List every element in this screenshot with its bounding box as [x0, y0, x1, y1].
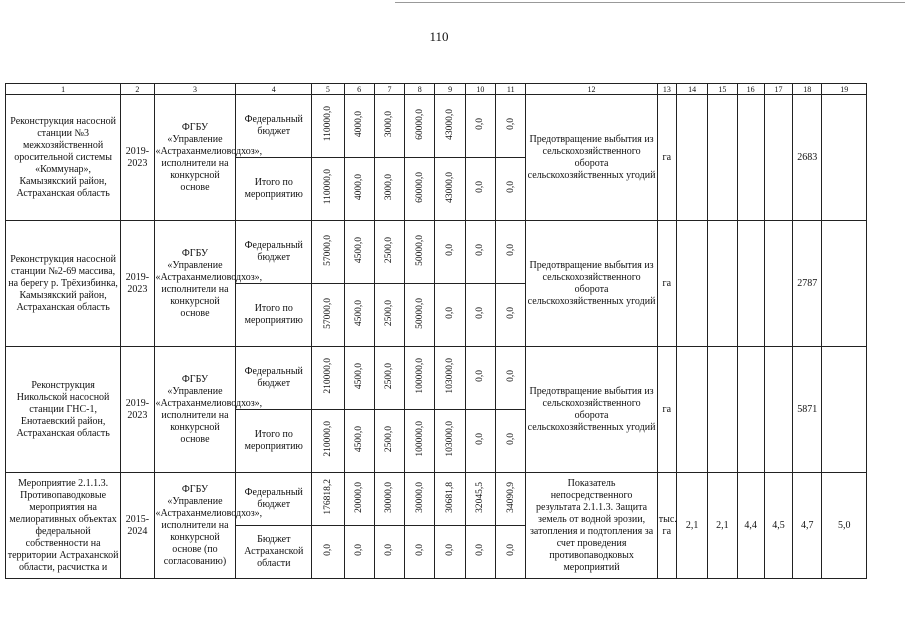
unit-cell: га [657, 95, 676, 221]
amount-cell: 2500,0 [374, 284, 404, 347]
header-cell: 11 [496, 84, 526, 95]
indicator-cell: Предотвращение выбытия из сельскохозяйственного оборота сельскохозяйственных угодий [526, 221, 657, 347]
header-cell: 13 [657, 84, 676, 95]
amount-cell: 0,0 [435, 284, 465, 347]
header-cell: 18 [793, 84, 822, 95]
header-cell: 1 [6, 84, 121, 95]
target-value-cell [676, 221, 707, 347]
target-value-cell: 2683 [793, 95, 822, 221]
amount-cell: 2500,0 [374, 347, 404, 410]
header-cell: 14 [676, 84, 707, 95]
target-value-cell [737, 221, 764, 347]
target-value-cell [737, 95, 764, 221]
executor-cell: ФГБУ «Управление «Астраханмелиоводхоз», исполнители на конкурсной основе (по согласованию) [154, 473, 236, 579]
amount-cell: 110000,0 [312, 158, 344, 221]
table-row [6, 95, 867, 158]
amount-cell: 30681,8 [435, 473, 465, 526]
unit-cell: га [657, 347, 676, 473]
amount-cell: 0,0 [496, 221, 526, 284]
amount-cell: 0,0 [465, 284, 495, 347]
target-value-cell [764, 347, 792, 473]
amount-cell: 0,0 [465, 347, 495, 410]
target-value-cell [764, 95, 792, 221]
amount-cell: 3000,0 [374, 95, 404, 158]
target-value-cell: 5,0 [822, 473, 867, 579]
amount-cell: 0,0 [405, 526, 435, 579]
funding-source: Федеральный бюджет [236, 221, 312, 284]
measure-name: Реконструкция насосной станции №2-69 массива, на берегу р. Трёхизбинка, Камызякский район, Астраханская область [6, 221, 121, 347]
header-cell: 19 [822, 84, 867, 95]
amount-cell: 210000,0 [312, 410, 344, 473]
amount-cell: 20000,0 [344, 473, 374, 526]
target-value-cell [764, 221, 792, 347]
unit-cell: тыс. га [657, 473, 676, 579]
amount-cell: 103000,0 [435, 347, 465, 410]
amount-cell: 43000,0 [435, 95, 465, 158]
header-cell: 8 [405, 84, 435, 95]
amount-cell: 0,0 [435, 526, 465, 579]
target-value-cell: 4,5 [764, 473, 792, 579]
target-value-cell [676, 347, 707, 473]
target-value-cell: 2,1 [676, 473, 707, 579]
amount-cell: 60000,0 [405, 158, 435, 221]
amount-cell: 50000,0 [405, 221, 435, 284]
amount-cell: 0,0 [374, 526, 404, 579]
target-value-cell: 2787 [793, 221, 822, 347]
target-value-cell [822, 95, 867, 221]
funding-source: Федеральный бюджет [236, 95, 312, 158]
target-value-cell [822, 347, 867, 473]
header-cell: 5 [312, 84, 344, 95]
top-rule [395, 2, 905, 3]
amount-cell: 110000,0 [312, 95, 344, 158]
amount-cell: 0,0 [344, 526, 374, 579]
measure-name: Реконструкция насосной станции №3 межхозяйственной оросительной системы «Коммунар», Камызякский район, Астраханская область [6, 95, 121, 221]
amount-cell: 0,0 [435, 221, 465, 284]
target-value-cell [822, 221, 867, 347]
funding-source: Итого по мероприятию [236, 410, 312, 473]
header-cell: 7 [374, 84, 404, 95]
funding-source: Итого по мероприятию [236, 284, 312, 347]
amount-cell: 0,0 [496, 284, 526, 347]
amount-cell: 30000,0 [374, 473, 404, 526]
amount-cell: 0,0 [496, 158, 526, 221]
amount-cell: 60000,0 [405, 95, 435, 158]
amount-cell: 0,0 [312, 526, 344, 579]
amount-cell: 4500,0 [344, 221, 374, 284]
amount-cell: 0,0 [465, 221, 495, 284]
amount-cell: 50000,0 [405, 284, 435, 347]
amount-cell: 0,0 [465, 410, 495, 473]
header-cell: 4 [236, 84, 312, 95]
unit-cell: га [657, 221, 676, 347]
years-cell: 2019-2023 [121, 95, 154, 221]
indicator-cell: Предотвращение выбытия из сельскохозяйственного оборота сельскохозяйственных угодий [526, 95, 657, 221]
funding-source: Итого по мероприятию [236, 158, 312, 221]
amount-cell: 0,0 [465, 158, 495, 221]
amount-cell: 0,0 [496, 410, 526, 473]
table-row [6, 347, 867, 410]
amount-cell: 57000,0 [312, 221, 344, 284]
measure-name: Реконструкция Никольской насосной станции ГНС-1, Енотаевский район, Астраханская область [6, 347, 121, 473]
header-cell: 17 [764, 84, 792, 95]
header-cell: 16 [737, 84, 764, 95]
amount-cell: 4500,0 [344, 347, 374, 410]
target-value-cell [676, 95, 707, 221]
indicator-cell: Показатель непосредственного результата 2.1.1.3. Защита земель от водной эрозии, затопления и подтопления за счет проведения противопаводковых мероприятий [526, 473, 657, 579]
program-table [5, 83, 867, 579]
header-cell: 9 [435, 84, 465, 95]
target-value-cell [737, 347, 764, 473]
years-cell: 2019-2023 [121, 347, 154, 473]
amount-cell: 176818,2 [312, 473, 344, 526]
amount-cell: 0,0 [465, 526, 495, 579]
target-value-cell: 2,1 [708, 473, 737, 579]
header-cell: 12 [526, 84, 657, 95]
header-row [6, 84, 867, 95]
target-value-cell: 4,7 [793, 473, 822, 579]
header-cell: 3 [154, 84, 236, 95]
funding-source: Федеральный бюджет [236, 473, 312, 526]
funding-source: Федеральный бюджет [236, 347, 312, 410]
header-cell: 2 [121, 84, 154, 95]
measure-name: Мероприятие 2.1.1.3. Противопаводковые мероприятия на мелиоративных объектах федеральной собственности на территории Астраханской области, расчистка и [6, 473, 121, 579]
amount-cell: 43000,0 [435, 158, 465, 221]
table-row [6, 221, 867, 284]
years-cell: 2019-2023 [121, 221, 154, 347]
target-value-cell: 5871 [793, 347, 822, 473]
amount-cell: 30000,0 [405, 473, 435, 526]
amount-cell: 34090,9 [496, 473, 526, 526]
amount-cell: 100000,0 [405, 347, 435, 410]
amount-cell: 0,0 [496, 95, 526, 158]
amount-cell: 4500,0 [344, 284, 374, 347]
executor-cell: ФГБУ «Управление «Астраханмелиоводхоз», исполнители на конкурсной основе [154, 95, 236, 221]
amount-cell: 32045,5 [465, 473, 495, 526]
amount-cell: 103000,0 [435, 410, 465, 473]
target-value-cell [708, 95, 737, 221]
header-cell: 15 [708, 84, 737, 95]
header-cell: 6 [344, 84, 374, 95]
executor-cell: ФГБУ «Управление «Астраханмелиоводхоз», исполнители на конкурсной основе [154, 221, 236, 347]
amount-cell: 0,0 [496, 347, 526, 410]
amount-cell: 57000,0 [312, 284, 344, 347]
amount-cell: 3000,0 [374, 158, 404, 221]
table-row [6, 473, 867, 526]
amount-cell: 4500,0 [344, 410, 374, 473]
target-value-cell [708, 347, 737, 473]
funding-source: Бюджет Астраханской области [236, 526, 312, 579]
amount-cell: 2500,0 [374, 221, 404, 284]
target-value-cell [708, 221, 737, 347]
indicator-cell: Предотвращение выбытия из сельскохозяйственного оборота сельскохозяйственных угодий [526, 347, 657, 473]
page-number: 110 [429, 29, 449, 44]
amount-cell: 4000,0 [344, 95, 374, 158]
executor-cell: ФГБУ «Управление «Астраханмелиоводхоз», исполнители на конкурсной основе [154, 347, 236, 473]
amount-cell: 0,0 [465, 95, 495, 158]
header-cell: 10 [465, 84, 495, 95]
amount-cell: 4000,0 [344, 158, 374, 221]
amount-cell: 210000,0 [312, 347, 344, 410]
amount-cell: 100000,0 [405, 410, 435, 473]
years-cell: 2015-2024 [121, 473, 154, 579]
amount-cell: 0,0 [496, 526, 526, 579]
target-value-cell: 4,4 [737, 473, 764, 579]
amount-cell: 2500,0 [374, 410, 404, 473]
